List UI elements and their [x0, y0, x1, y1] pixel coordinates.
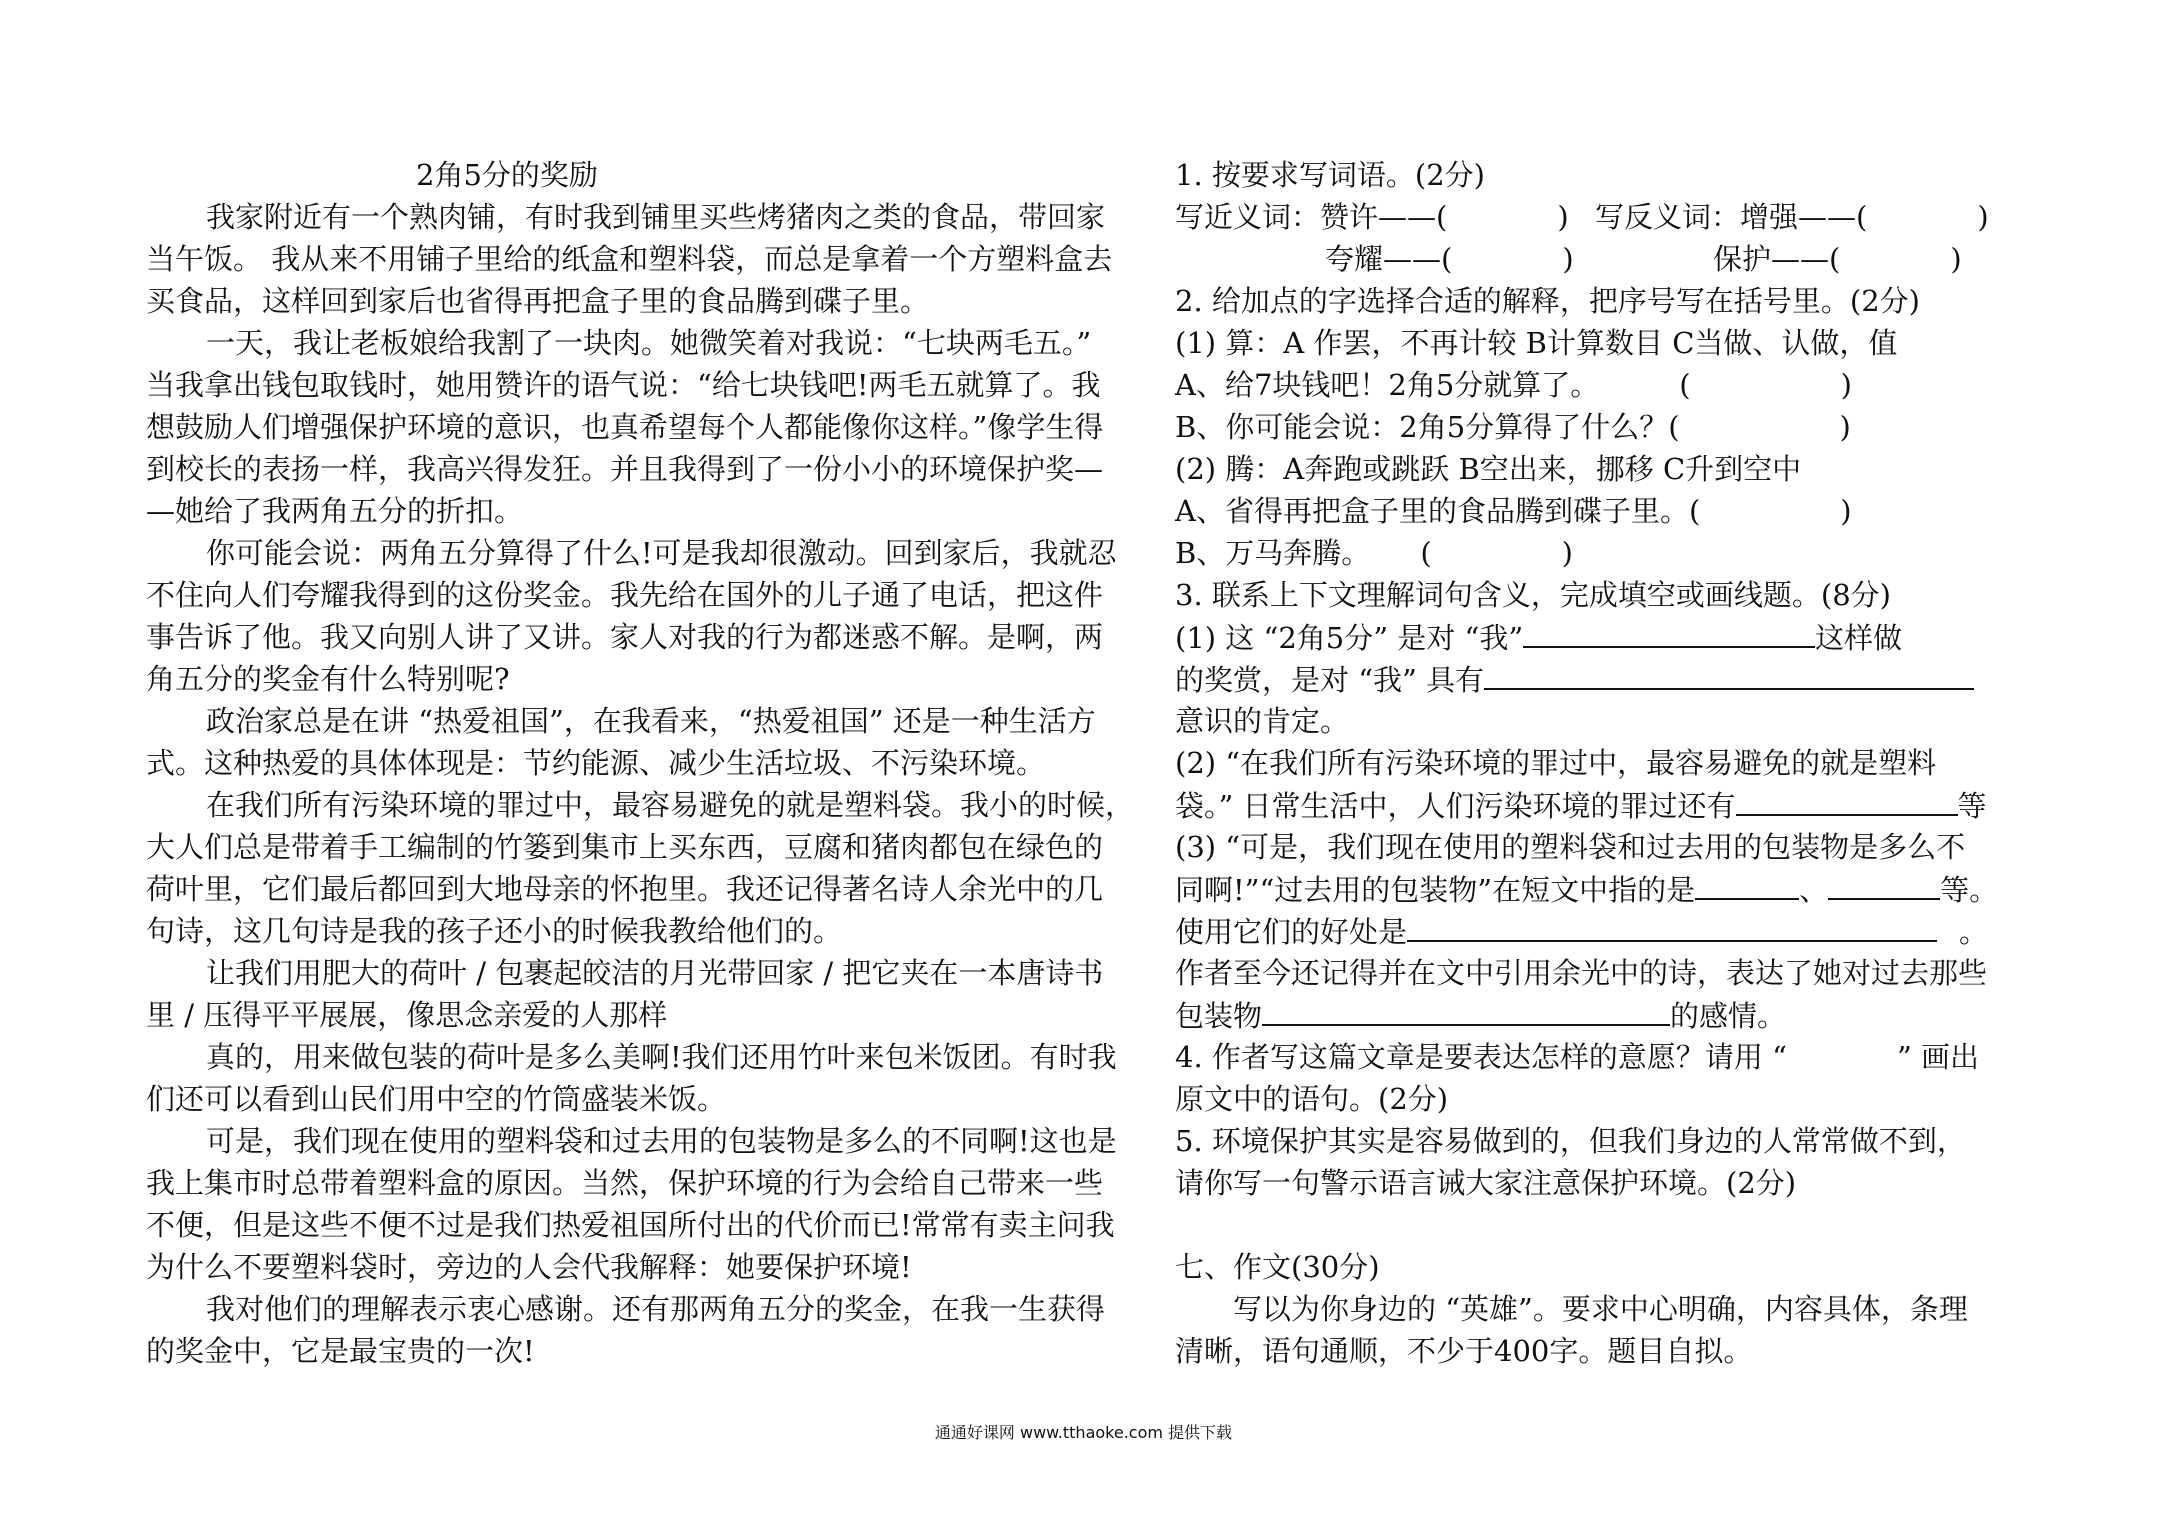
question-1: 1. 按要求写词语。(2分): [1175, 158, 1485, 192]
passage-line: 一天，我让老板娘给我割了一块肉。她微笑着对我说：“七块两毛五。”: [206, 326, 1092, 360]
passage-line: 买食品，这样回到家后也省得再把盒子里的食品腾到碟子里。: [146, 284, 930, 318]
passage-line: 我上集市时总带着塑料盒的原因。当然，保护环境的行为会给自己带来一些: [146, 1166, 1104, 1200]
question-3-3a: (3) “可是，我们现在使用的塑料袋和过去用的包装物是多么不: [1175, 830, 1966, 864]
question-3-1b: 的奖赏，是对 “我” 具有: [1175, 658, 1974, 700]
passage-line: 我对他们的理解表示衷心感谢。还有那两角五分的奖金，在我一生获得: [206, 1292, 1106, 1326]
passage-line: 不住向人们夸耀我得到的这份奖金。我先给在国外的儿子通了电话，把这件: [146, 578, 1104, 612]
passage-line: —她给了我两角五分的折扣。: [146, 494, 524, 528]
question-3-1c: 意识的肯定。: [1175, 704, 1350, 738]
question-3-1a: (1) 这 “2角5分” 是对 “我” 这样做: [1175, 616, 1902, 658]
passage-line: 式。这种热爱的具体体现是：节约能源、减少生活垃圾、不污染环境。: [146, 746, 1046, 780]
passage-line: 大人们总是带着手工编制的竹篓到集市上买东西，豆腐和猪肉都包在绿色的: [146, 830, 1104, 864]
passage-line: 为什么不要塑料袋时，旁边的人会代我解释：她要保护环境!: [146, 1250, 912, 1284]
poem-line: 里 / 压得平平展展，像思念亲爱的人那样: [146, 998, 668, 1032]
passage-line: 不便，但是这些不便不过是我们热爱祖国所付出的代价而已!常常有卖主问我: [146, 1208, 1115, 1242]
question-1-antonym: 写反义词：增强——( ): [1595, 200, 1989, 234]
question-3-3d: 作者至今还记得并在文中引用余光中的诗，表达了她对过去那些: [1175, 956, 1988, 990]
answer-blank[interactable]: [1484, 658, 1974, 690]
poem-line: 让我们用肥大的荷叶 / 包裹起皎洁的月光带回家 / 把它夹在一本唐诗书: [206, 956, 1104, 990]
answer-blank[interactable]: [1262, 994, 1670, 1026]
answer-blank[interactable]: [1407, 910, 1937, 942]
footer-source: 通通好课网 www.tthaoke.com 提供下载: [934, 1423, 1233, 1442]
passage-line: 的奖金中，它是最宝贵的一次!: [146, 1334, 535, 1368]
passage-line: 们还可以看到山民们用中空的竹筒盛装米饭。: [146, 1082, 727, 1116]
passage-line: 我家附近有一个熟肉铺，有时我到铺里买些烤猪肉之类的食品，带回家: [206, 200, 1106, 234]
passage-line: 可是，我们现在使用的塑料袋和过去用的包装物是多么的不同啊!这也是: [206, 1124, 1117, 1158]
question-2-2: (2) 腾：A奔跑或跳跃 B空出来，挪移 C升到空中: [1175, 452, 1802, 486]
question-2: 2. 给加点的字选择合适的解释，把序号写在括号里。(2分): [1175, 284, 1920, 318]
question-1-synonym: 写近义词：赞许——( ): [1175, 200, 1569, 234]
passage-line: 真的，用来做包装的荷叶是多么美啊!我们还用竹叶来包米饭团。有时我: [206, 1040, 1117, 1074]
composition-prompt: 清晰，语句通顺，不少于400字。题目自拟。: [1175, 1334, 1753, 1368]
question-2-2a: A、省得再把盒子里的食品腾到碟子里。( ): [1175, 494, 1852, 528]
question-3-3b: 同啊!”“过去用的包装物”在短文中指的是 、 等。: [1175, 868, 1998, 910]
question-3: 3. 联系上下文理解词句含义，完成填空或画线题。(8分): [1175, 578, 1891, 612]
answer-blank[interactable]: [1736, 784, 1958, 816]
section-7-heading: 七、作文(30分): [1175, 1250, 1380, 1284]
passage-line: 角五分的奖金有什么特别呢?: [146, 662, 510, 696]
question-4a: 4. 作者写这篇文章是要表达怎样的意愿？请用 “ ” 画出: [1175, 1040, 1979, 1074]
question-2-1b: B、你可能会说：2角5分算得了什么？( ): [1175, 410, 1851, 444]
passage-line: 句诗，这几句诗是我的孩子还小的时候我教给他们的。: [146, 914, 843, 948]
passage-line: 到校长的表扬一样，我高兴得发狂。并且我得到了一份小小的环境保护奖—: [146, 452, 1104, 486]
passage-line: 荷叶里，它们最后都回到大地母亲的怀抱里。我还记得著名诗人余光中的几: [146, 872, 1104, 906]
answer-blank[interactable]: [1523, 616, 1815, 648]
passage-line: 想鼓励人们增强保护环境的意识，也真希望每个人都能像你这样。”像学生得: [146, 410, 1104, 444]
passage-line: 事告诉了他。我又向别人讲了又讲。家人对我的行为都迷惑不解。是啊，两: [146, 620, 1104, 654]
question-5b: 请你写一句警示语言诫大家注意保护环境。(2分): [1175, 1166, 1797, 1200]
question-3-3e: 包装物 的感情。: [1175, 994, 1786, 1036]
question-3-2b: 袋。” 日常生活中，人们污染环境的罪过还有 等: [1175, 784, 1987, 826]
question-1-synonym-2: 夸耀——( ): [1325, 242, 1574, 276]
passage-line: 当我拿出钱包取钱时，她用赞许的语气说：“给七块钱吧!两毛五就算了。我: [146, 368, 1101, 402]
question-2-1: (1) 算：A 作罢，不再计较 B计算数目 C当做、认做，值: [1175, 326, 1898, 360]
question-2-1a: A、给7块钱吧！2角5分就算了。 ( ): [1175, 368, 1852, 402]
question-2-2b: B、万马奔腾。 ( ): [1175, 536, 1573, 570]
passage-line: 政治家总是在讲 “热爱祖国”，在我看来，“热爱祖国” 还是一种生活方: [206, 704, 1096, 738]
question-1-antonym-2: 保护——( ): [1713, 242, 1962, 276]
composition-prompt: 写以为你身边的 “英雄”。要求中心明确，内容具体，条理: [1233, 1292, 1968, 1326]
question-3-3c: 使用它们的好处是 。: [1175, 910, 1988, 952]
passage-line: 在我们所有污染环境的罪过中，最容易避免的就是塑料袋。我小的时候，: [206, 788, 1135, 822]
passage-line: 当午饭。 我从来不用铺子里给的纸盒和塑料袋，而总是拿着一个方塑料盒去: [146, 242, 1113, 276]
passage-line: 你可能会说：两角五分算得了什么!可是我却很激动。回到家后，我就忍: [206, 536, 1117, 570]
question-5a: 5. 环境保护其实是容易做到的，但我们身边的人常常做不到，: [1175, 1124, 1966, 1158]
question-4b: 原文中的语句。(2分): [1175, 1082, 1449, 1116]
answer-blank[interactable]: [1828, 868, 1940, 900]
question-3-2a: (2) “在我们所有污染环境的罪过中，最容易避免的就是塑料: [1175, 746, 1937, 780]
answer-blank[interactable]: [1695, 868, 1799, 900]
passage-title: 2角5分的奖励: [416, 158, 598, 192]
